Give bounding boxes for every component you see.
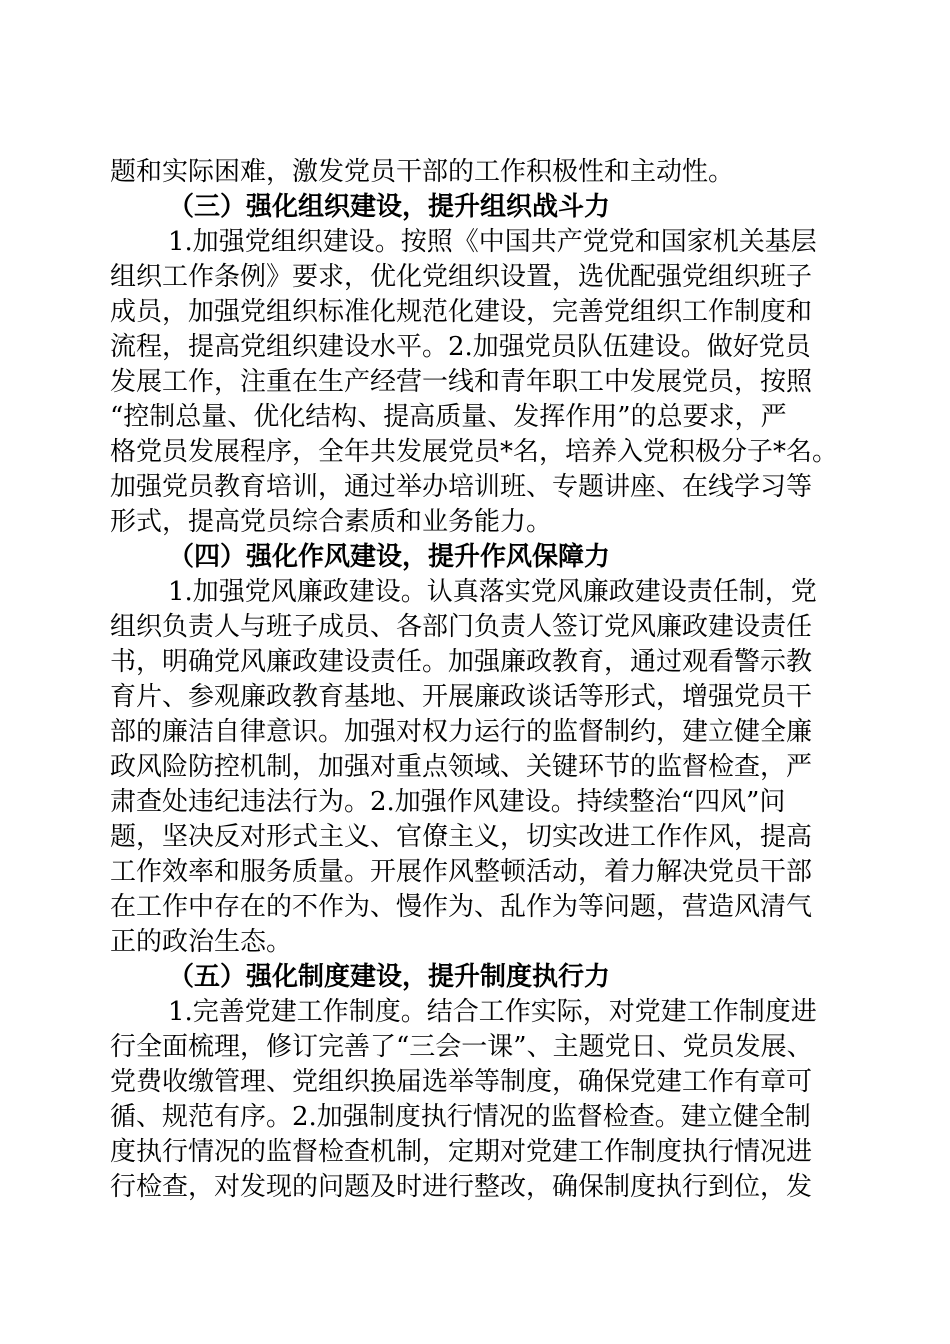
paragraph-line: 成员，加强党组织标准化规范化建设，完善党组织工作制度和 <box>110 297 813 327</box>
paragraph-line: 1.完善党建工作制度。结合工作实际，对党建工作制度进 <box>168 997 817 1027</box>
paragraph-line: 在工作中存在的不作为、慢作为、乱作为等问题，营造风清气 <box>110 892 813 922</box>
paragraph-line: 1.加强党风廉政建设。认真落实党风廉政建设责任制，党 <box>168 577 817 607</box>
paragraph-line: 行检查，对发现的问题及时进行整改，确保制度执行到位，发 <box>110 1172 813 1202</box>
paragraph-line: 加强党员教育培训，通过举办培训班、专题讲座、在线学习等 <box>110 472 813 502</box>
paragraph-line: 组织负责人与班子成员、各部门负责人签订党风廉政建设责任 <box>110 612 813 642</box>
paragraph-line: 肃查处违纪违法行为。2.加强作风建设。持续整治“四风”问 <box>110 787 786 817</box>
paragraph-line: 党费收缴管理、党组织换届选举等制度，确保党建工作有章可 <box>110 1067 813 1097</box>
paragraph-line: 题和实际困难，激发党员干部的工作积极性和主动性。 <box>110 157 735 187</box>
paragraph-line: 题，坚决反对形式主义、官僚主义，切实改进工作作风，提高 <box>110 822 813 852</box>
section-heading: （五）强化制度建设，提升制度执行力 <box>168 962 611 992</box>
paragraph-line: 格党员发展程序，全年共发展党员*名，培养入党积极分子*名。 <box>110 437 839 467</box>
paragraph-line: 循、规范有序。2.加强制度执行情况的监督检查。建立健全制 <box>110 1102 811 1132</box>
paragraph-line: 行全面梳理，修订完善了“三会一课”、主题党日、党员发展、 <box>110 1032 813 1062</box>
paragraph-line: 流程，提高党组织建设水平。2.加强党员队伍建设。做好党员 <box>110 332 811 362</box>
paragraph-line: 部的廉洁自律意识。加强对权力运行的监督制约，建立健全廉 <box>110 717 813 747</box>
paragraph-line: 政风险防控机制，加强对重点领域、关键环节的监督检查，严 <box>110 752 813 782</box>
paragraph-line: “控制总量、优化结构、提高质量、发挥作用”的总要求，严 <box>110 402 787 432</box>
section-heading: （四）强化作风建设，提升作风保障力 <box>168 542 611 572</box>
paragraph-line: 正的政治生态。 <box>110 927 293 957</box>
paragraph-line: 度执行情况的监督检查机制，定期对党建工作制度执行情况进 <box>110 1137 813 1167</box>
paragraph-line: 工作效率和服务质量。开展作风整顿活动，着力解决党员干部 <box>110 857 813 887</box>
paragraph-line: 形式，提高党员综合素质和业务能力。 <box>110 507 553 537</box>
paragraph-line: 发展工作，注重在生产经营一线和青年职工中发展党员，按照 <box>110 367 813 397</box>
paragraph-line: 育片、参观廉政教育基地、开展廉政谈话等形式，增强党员干 <box>110 682 813 712</box>
paragraph-line: 书，明确党风廉政建设责任。加强廉政教育，通过观看警示教 <box>110 647 813 677</box>
paragraph-line: 组织工作条例》要求，优化党组织设置，选优配强党组织班子 <box>110 262 813 292</box>
paragraph-line: 1.加强党组织建设。按照《中国共产党党和国家机关基层 <box>168 227 817 257</box>
section-heading: （三）强化组织建设，提升组织战斗力 <box>168 192 611 222</box>
